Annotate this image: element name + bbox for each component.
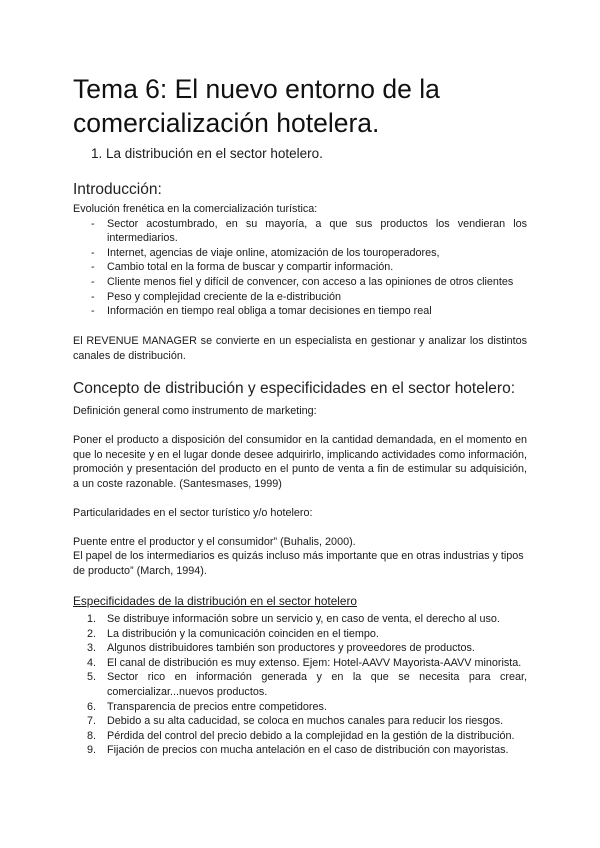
intro-list (73, 217, 527, 319)
intro-list-item: - Peso y complejidad creciente de la e-distribución (73, 290, 527, 305)
specifics-list-item: 3. Algunos distribuidores también son productores y proveedores de productos. (87, 642, 475, 655)
intro-list-item: - Internet, agencias de viaje online, atomización de los touroperadores, (73, 246, 527, 261)
specifics-list-item: 4. El canal de distribución es muy extenso. Ejem: Hotel-AAVV Mayorista-AAVV minorista. (87, 656, 522, 669)
intro-list-item: - Cliente menos fiel y difícil de convencer, con acceso a las opiniones de otros clientes (73, 275, 527, 290)
particularities-label: Particularidades en el sector turístico y/o hotelero: (73, 507, 313, 519)
section-heading-distribution: 1. La distribución en el sector hotelero. (91, 146, 323, 161)
march-quote: El papel de los intermediarios es quizás incluso más importante que en otras industrias y tipos de producto” (March, 1994). (73, 550, 524, 577)
intro-block (73, 202, 527, 319)
intro-list-item: - Información en tiempo real obliga a tomar decisiones en tiempo real (73, 304, 527, 319)
intro-heading: Introducción: (73, 181, 162, 198)
specifics-list (73, 612, 527, 758)
specifics-list-item: 1. Se distribuye información sobre un servicio y, en caso de venta, el derecho al uso. (87, 613, 500, 625)
definition-text: Poner el producto a disposición del consumidor en la cantidad demandada, en el momento en que lo necesite y en el lugar donde desee adquirirlo, implicando actividades como información, promoción y presentación del producto en el punto de venta a fin de estimular su adquisición, a un coste razonable. (Santesmases, 1999) (73, 434, 527, 490)
specifics-list-item: 7. Debido a su alta caducidad, se coloca en muchos canales para reducir los riesgos. (87, 715, 504, 728)
specifics-heading-text: Especificidades de la distribución en el sector hotelero (73, 594, 357, 608)
specifics-list-item: 6. Transparencia de precios entre competidores. (87, 700, 327, 713)
intro-lead: Evolución frenética en la comercialización turística: (73, 203, 318, 215)
specifics-list-item: 5. Sector rico en información generada y en la que se necesita para crear, comercializar...nuevos productos. (87, 671, 527, 698)
specifics-list-item: 9. Fijación de precios con mucha antelación en el caso de distribución con mayoristas. (87, 744, 509, 757)
definition-label: Definición general como instrumento de marketing: (73, 405, 317, 417)
buhalis-quote: Puente entre el productor y el consumidor” (Buhalis, 2000). (73, 536, 356, 548)
specifics-heading (73, 594, 527, 610)
document-title: Tema 6: El nuevo entorno de la comercialización hotelera. (73, 74, 440, 138)
revenue-manager-paragraph: El REVENUE MANAGER se convierte en un especialista en gestionar y analizar los distintos canales de distribución. (73, 335, 527, 362)
specifics-list-item: 8. Pérdida del control del precio debido a la complejidad en la gestión de la distribución. (87, 729, 515, 742)
specifics-list-item: 2. La distribución y la comunicación coinciden en el tiempo. (87, 627, 379, 640)
concept-heading: Concepto de distribución y especificidades en el sector hotelero: (73, 380, 516, 397)
intro-list-item: - Sector acostumbrado, en su mayoría, a que sus productos los vendieran los intermediarios. (73, 217, 527, 246)
intro-list-item: - Cambio total en la forma de buscar y compartir información. (73, 260, 527, 275)
